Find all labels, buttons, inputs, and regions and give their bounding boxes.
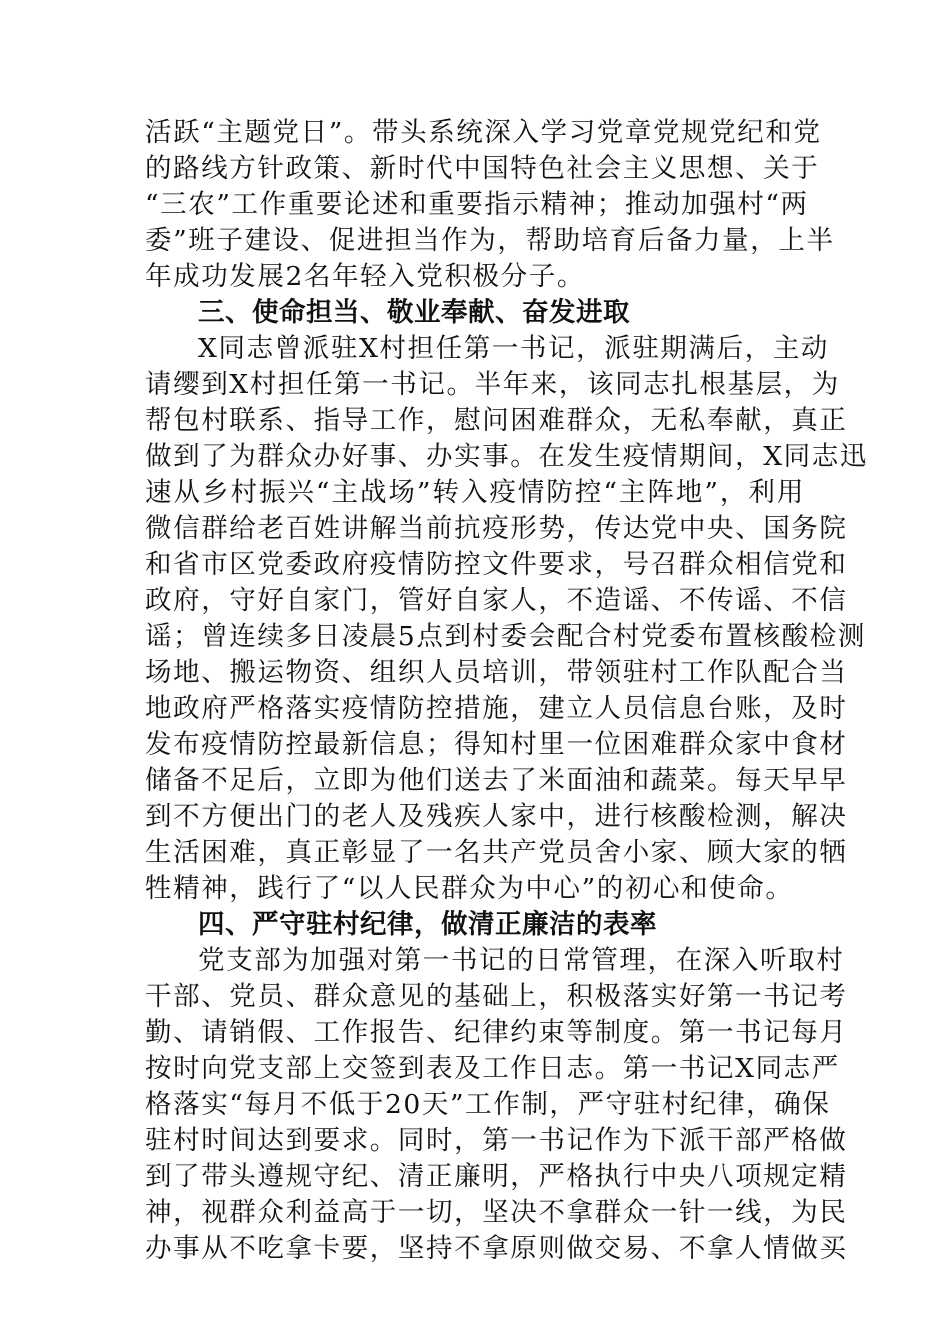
- section-heading: 四、严守驻村纪律，做清正廉洁的表率: [198, 909, 657, 940]
- body-text-line: 政府，守好自家门，管好自家人，不造谣、不传谣、不信: [145, 585, 848, 616]
- body-text-line: 活跃“主题党日”。带头系统深入学习党章党规党纪和党: [145, 117, 822, 148]
- body-text-line: 党支部为加强对第一书记的日常管理，在深入听取村: [198, 945, 845, 976]
- body-text-line: 请缨到X村担任第一书记。半年来，该同志扎根基层，为: [145, 369, 840, 400]
- body-text-line: 格落实“每月不低于20天”工作制，严守驻村纪律，确保: [145, 1089, 831, 1120]
- body-text-line: 地政府严格落实疫情防控措施，建立人员信息台账，及时: [145, 693, 848, 724]
- body-text-line: 办事从不吃拿卡要，坚持不拿原则做交易、不拿人情做买: [145, 1233, 848, 1264]
- body-text-line: 谣；曾连续多日凌晨5点到村委会配合村党委布置核酸检测: [145, 621, 866, 652]
- body-text-line: 微信群给老百姓讲解当前抗疫形势，传达党中央、国务院: [145, 513, 848, 544]
- body-text-line: 帮包村联系、指导工作，慰问困难群众，无私奉献，真正: [145, 405, 848, 436]
- body-text-line: 储备不足后，立即为他们送去了米面油和蔬菜。每天早早: [145, 765, 848, 796]
- body-text-line: X同志曾派驻X村担任第一书记，派驻期满后，主动: [198, 333, 830, 364]
- body-text-line: 场地、搬运物资、组织人员培训，带领驻村工作队配合当: [145, 657, 848, 688]
- body-text-line: 速从乡村振兴“主战场”转入疫情防控“主阵地”，利用: [145, 477, 805, 508]
- body-text-line: 驻村时间达到要求。同时，第一书记作为下派干部严格做: [145, 1125, 848, 1156]
- section-heading: 三、使命担当、敬业奉献、奋发进取: [198, 297, 630, 328]
- body-text-line: 委”班子建设、促进担当作为，帮助培育后备力量，上半: [145, 225, 835, 256]
- body-text-line: 干部、党员、群众意见的基础上，积极落实好第一书记考: [145, 981, 848, 1012]
- body-text-line: 年成功发展2名年轻入党积极分子。: [145, 261, 585, 292]
- body-text-line: 发布疫情防控最新信息；得知村里一位困难群众家中食材: [145, 729, 848, 760]
- body-text-line: 到不方便出门的老人及残疾人家中，进行核酸检测，解决: [145, 801, 848, 832]
- body-text-line: “三农”工作重要论述和重要指示精神；推动加强村“两: [145, 189, 809, 220]
- body-text-line: 勤、请销假、工作报告、纪律约束等制度。第一书记每月: [145, 1017, 848, 1048]
- body-text-line: 生活困难，真正彰显了一名共产党员舍小家、顾大家的牺: [145, 837, 848, 868]
- body-text-line: 做到了为群众办好事、办实事。在发生疫情期间，X同志迅: [145, 441, 868, 472]
- body-text-line: 的路线方针政策、新时代中国特色社会主义思想、关于: [145, 153, 820, 184]
- body-text-line: 神，视群众利益高于一切，坚决不拿群众一针一线，为民: [145, 1197, 848, 1228]
- body-text-line: 牲精神，践行了“以人民群众为中心”的初心和使命。: [145, 873, 794, 904]
- body-text-line: 按时向党支部上交签到表及工作日志。第一书记X同志严: [145, 1053, 840, 1084]
- body-text-line: 到了带头遵规守纪、清正廉明，严格执行中央八项规定精: [145, 1161, 848, 1192]
- body-text-line: 和省市区党委政府疫情防控文件要求，号召群众相信党和: [145, 549, 848, 580]
